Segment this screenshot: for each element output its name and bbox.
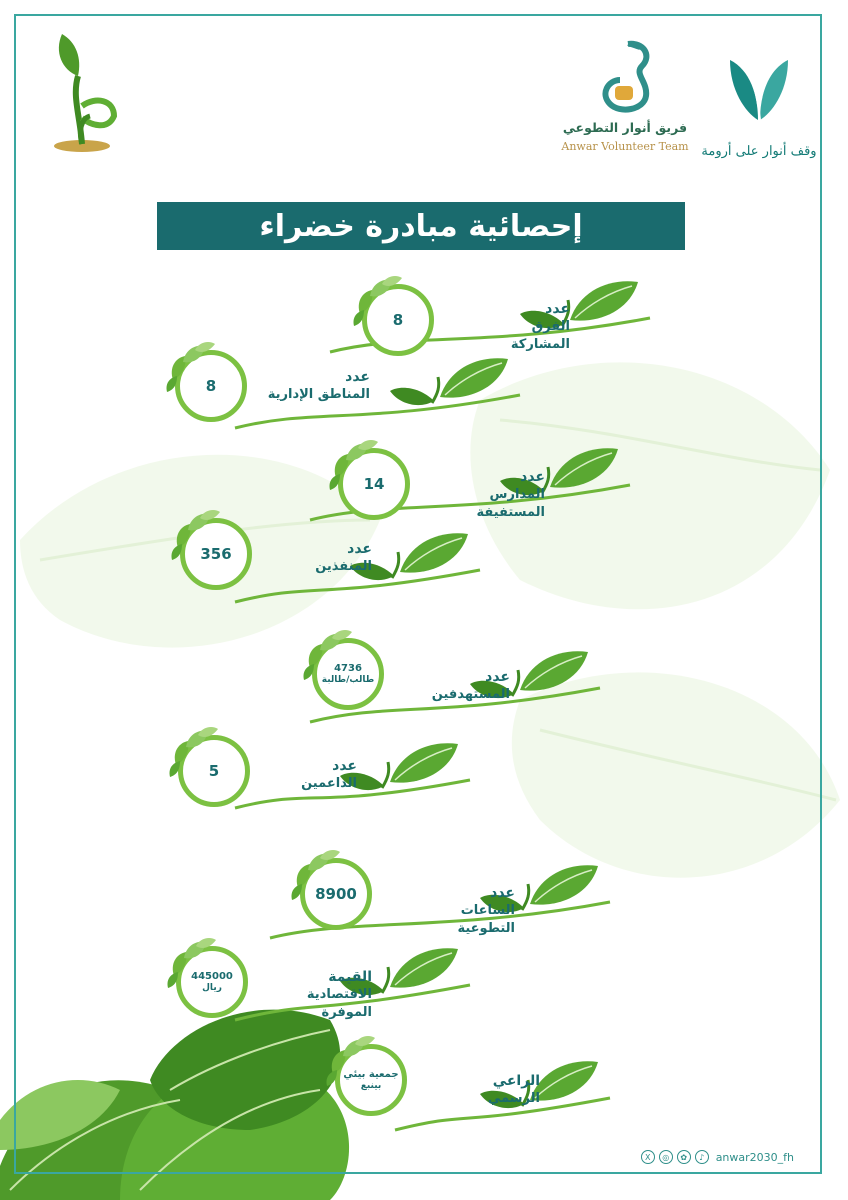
stat-label [400, 884, 515, 938]
stat-key: عدد [347, 541, 372, 557]
stat-key: الراعي [492, 1073, 540, 1089]
waqf-logo [700, 40, 818, 160]
sprout-icon [42, 26, 122, 156]
page-frame [14, 14, 822, 1174]
stat-value: 8 [205, 377, 217, 395]
x-icon[interactable]: X [641, 1150, 655, 1164]
stat-unit: طالب/طالبة [321, 674, 375, 685]
title-banner [157, 202, 685, 250]
stat-value: 8 [392, 311, 404, 329]
stat-name: الاقتصادية الموفرة [306, 987, 372, 1020]
stat-name: الرسمي [487, 1091, 540, 1106]
stat-unit: بينبع [360, 1080, 382, 1091]
waqf-leaf-icon [700, 40, 818, 140]
stat-key: عدد [545, 301, 570, 317]
stat-key: القيمة [328, 969, 372, 985]
stat-key: عدد [485, 669, 510, 685]
stat-name: المناطق الإدارية [267, 387, 370, 402]
stat-key: عدد [520, 469, 545, 485]
social-footer [641, 1150, 794, 1164]
stat-label [262, 540, 372, 576]
stat-value: 356 [200, 545, 232, 563]
anwar-swan-icon [560, 36, 690, 116]
stat-label [440, 1072, 540, 1108]
instagram-icon[interactable]: ◎ [659, 1150, 673, 1164]
stat-value: 4736 [334, 662, 362, 674]
stat-value: جمعية بيئي [343, 1068, 399, 1080]
twig-leaves-icon [340, 732, 460, 792]
stat-label [415, 668, 510, 704]
stat-name: المستهدفين [431, 687, 510, 702]
stat-label [470, 300, 570, 354]
stat-name: المدارس المستفيفة [476, 487, 545, 520]
circle-leaves-icon [302, 628, 362, 688]
circle-leaves-icon [165, 340, 225, 400]
stat-value: 445000 [191, 970, 233, 982]
stat-value: 14 [363, 475, 385, 493]
circle-leaves-icon [352, 274, 412, 334]
stat-key: عدد [345, 369, 370, 385]
waqf-caption: وقف أنوار على أرومة [701, 144, 817, 159]
anwar-team-logo [560, 36, 690, 160]
circle-leaves-icon [325, 1034, 385, 1094]
circle-leaves-icon [290, 848, 350, 908]
sprout-logo [42, 26, 122, 156]
stat-label [262, 968, 372, 1022]
stat-value: 8900 [315, 885, 357, 903]
snapchat-icon[interactable]: ✿ [677, 1150, 691, 1164]
stat-name: المنفذين [315, 559, 372, 574]
stat-name: الداعمين [301, 776, 357, 791]
circle-leaves-icon [166, 936, 226, 996]
social-handle[interactable]: anwar2030_fh [715, 1150, 794, 1164]
team-name-ar: فريق أنوار التطوعي [562, 120, 688, 135]
stat-value: 5 [208, 762, 220, 780]
circle-leaves-icon [168, 725, 228, 785]
stat-key: عدد [332, 758, 357, 774]
stat-unit: ريال [202, 982, 222, 993]
tiktok-icon[interactable]: ♪ [695, 1150, 709, 1164]
team-name-en: Anwar Volunteer Team [561, 140, 689, 153]
circle-leaves-icon [170, 508, 230, 568]
stat-name: الفرق المشاركة [510, 319, 570, 352]
twig-leaves-icon [390, 347, 510, 407]
circle-leaves-icon [328, 438, 388, 498]
stat-label [430, 468, 545, 522]
stat-key: عدد [490, 885, 515, 901]
stat-name: الساعات التطوعية [457, 903, 515, 936]
stat-label [262, 368, 370, 404]
page-title: إحصائية مبادرة خضراء [259, 208, 583, 244]
stat-label [262, 757, 357, 793]
